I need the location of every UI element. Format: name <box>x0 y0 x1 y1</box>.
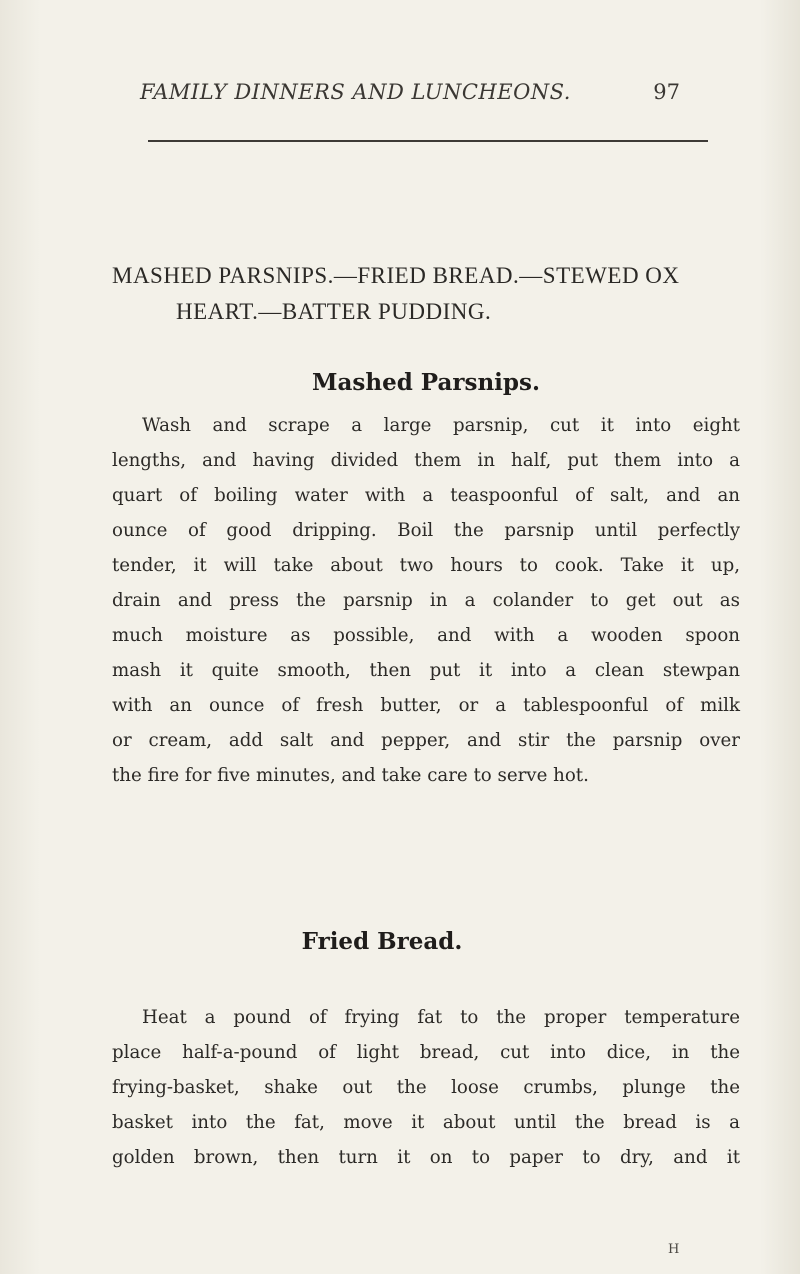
paragraph-mashed-parsnips <box>112 408 740 793</box>
text-line: or cream, add salt and pepper, and stir the parsnip over <box>112 730 740 751</box>
running-title: FAMILY DINNERS AND LUNCHEONS. <box>140 80 571 104</box>
text-line: Heat a pound of frying fat to the proper temperature <box>142 1007 740 1028</box>
paragraph-fried-bread <box>112 1000 740 1175</box>
text-line: ounce of good dripping. Boil the parsnip until perfectly <box>112 520 740 541</box>
text-line: basket into the fat, move it about until the bread is a <box>112 1112 740 1133</box>
text-line: mash it quite smooth, then put it into a clean stewpan <box>112 660 740 681</box>
text-line: drain and press the parsnip in a colander to get out as <box>112 590 740 611</box>
text-line: lengths, and having divided them in half, put them into a <box>112 450 740 471</box>
text-line: Wash and scrape a large parsnip, cut it into eight <box>142 415 740 436</box>
header-rule <box>148 140 708 142</box>
text-line: with an ounce of fresh butter, or a tablespoonful of milk <box>112 695 740 716</box>
section-heading-fried-bread: Fried Bread. <box>301 928 463 955</box>
chapter-heading-line-1: MASHED PARSNIPS.—FRIED BREAD.—STEWED OX <box>112 263 680 288</box>
chapter-heading-line-2: HEART.—BATTER PUDDING. <box>176 299 492 324</box>
text-line: much moisture as possible, and with a wooden spoon <box>112 625 740 646</box>
section-heading-mashed-parsnips: Mashed Parsnips. <box>312 369 540 396</box>
signature-mark: H <box>668 1242 680 1257</box>
text-line: frying-basket, shake out the loose crumbs, plunge the <box>112 1077 740 1098</box>
page-header <box>140 80 680 120</box>
text-line: golden brown, then turn it on to paper to dry, and it <box>112 1147 740 1168</box>
text-line: place half-a-pound of light bread, cut into dice, in the <box>112 1042 740 1063</box>
text-line: quart of boiling water with a teaspoonful of salt, and an <box>112 485 740 506</box>
text-line: tender, it will take about two hours to cook. Take it up, <box>112 555 740 576</box>
page-number: 97 <box>653 80 680 104</box>
chapter-heading <box>112 258 732 330</box>
text-line: the fire for five minutes, and take care to serve hot. <box>112 765 589 786</box>
